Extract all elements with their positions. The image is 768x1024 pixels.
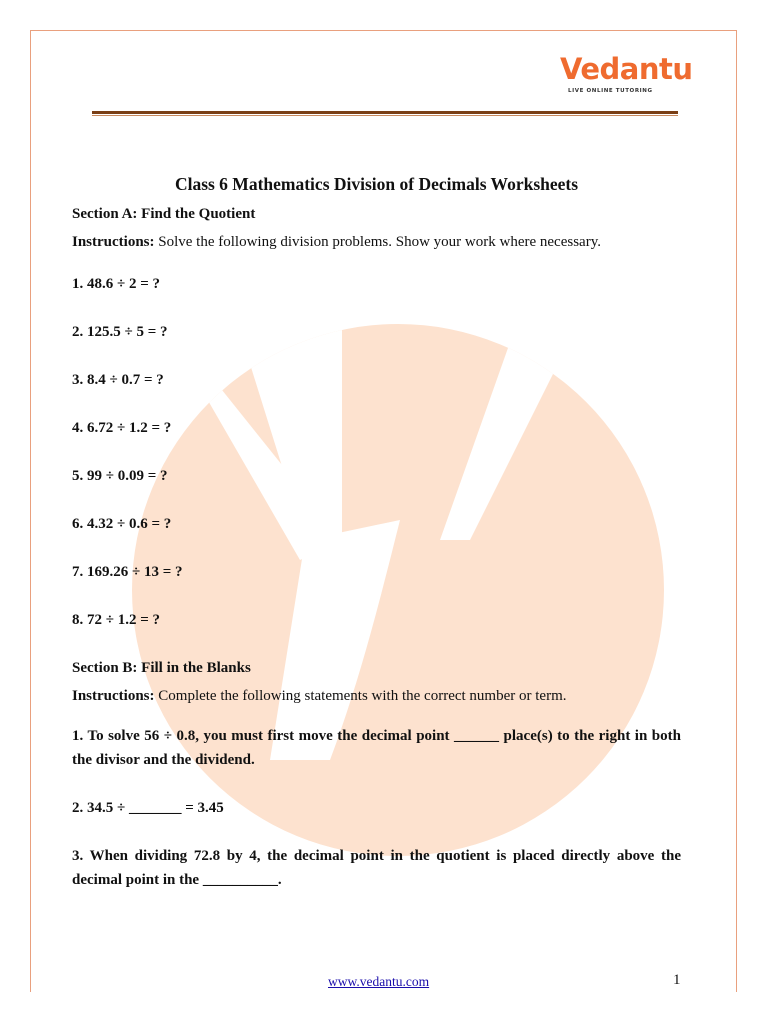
question-a3: 3. 8.4 ÷ 0.7 = ? xyxy=(72,372,164,388)
question-a1: 1. 48.6 ÷ 2 = ? xyxy=(72,276,161,292)
page-number: 1 xyxy=(673,972,681,988)
question-a5: 5. 99 ÷ 0.09 = ? xyxy=(72,468,168,484)
question-a2: 2. 125.5 ÷ 5 = ? xyxy=(72,324,168,340)
section-a-questions xyxy=(72,272,681,632)
section-b-instructions xyxy=(72,684,681,708)
section-b-title: Section B: Fill in the Blanks xyxy=(72,660,251,676)
section-b-questions xyxy=(72,724,681,892)
footer-website-link[interactable]: www.vedantu.com xyxy=(328,974,430,989)
header-divider-thin xyxy=(92,115,678,116)
section-a-instructions xyxy=(72,230,681,254)
vedantu-logo xyxy=(560,52,693,98)
section-a-title: Section A: Find the Quotient xyxy=(72,206,256,222)
question-a8: 8. 72 ÷ 1.2 = ? xyxy=(72,612,161,628)
instructions-label: Instructions: xyxy=(72,234,155,250)
document-title: Class 6 Mathematics Division of Decimals Worksheets xyxy=(174,174,579,194)
instructions-text: Complete the following statements with the correct number or term. xyxy=(154,688,567,704)
question-a6: 6. 4.32 ÷ 0.6 = ? xyxy=(72,516,172,532)
question-a7: 7. 169.26 ÷ 13 = ? xyxy=(72,564,183,580)
question-a4: 4. 6.72 ÷ 1.2 = ? xyxy=(72,420,172,436)
instructions-text: Solve the following division problems. Show your work where necessary. xyxy=(154,234,601,250)
worksheet-body xyxy=(72,172,681,916)
logo-tagline: LIVE ONLINE TUTORING xyxy=(568,88,653,94)
header-divider xyxy=(92,111,678,114)
question-b1: 1. To solve 56 ÷ 0.8, you must first move the decimal point ______ place(s) to the right in both the divisor and the dividend. xyxy=(72,728,681,768)
question-b2: 2. 34.5 ÷ _______ = 3.45 xyxy=(72,800,224,816)
question-b3: 3. When dividing 72.8 by 4, the decimal point in the quotient is placed directly above the decimal point in the __________. xyxy=(72,848,681,888)
instructions-label: Instructions: xyxy=(72,688,155,704)
logo-wordmark: Vedantu xyxy=(560,52,693,86)
